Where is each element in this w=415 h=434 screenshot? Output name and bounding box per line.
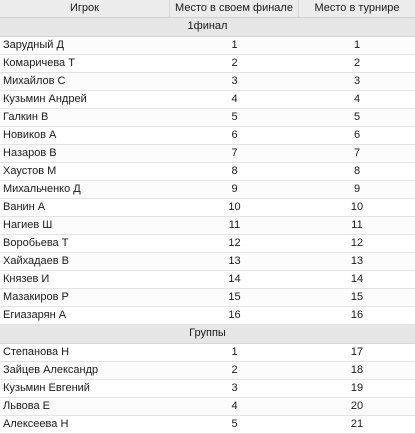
final-place-cell: 5 xyxy=(231,111,238,123)
player-name-cell: Кузьмин Андрей xyxy=(3,93,87,105)
final-place-cell: 2 xyxy=(231,364,238,376)
final-place-cell: 13 xyxy=(228,255,241,267)
final-place-cell: 3 xyxy=(231,382,238,394)
final-place-cell: 3 xyxy=(231,75,238,87)
tournament-place-cell: 18 xyxy=(350,364,364,376)
group-header[interactable]: 1финал xyxy=(0,18,415,37)
final-place-cell: 1 xyxy=(231,39,238,51)
final-place-cell: 4 xyxy=(231,93,238,105)
final-place-cell: 10 xyxy=(228,201,241,213)
final-place-cell: 9 xyxy=(231,183,238,195)
tournament-place-cell: 16 xyxy=(350,309,364,321)
player-name-cell: Князев И xyxy=(3,273,50,285)
table-row[interactable] xyxy=(0,217,415,235)
final-place-cell: 6 xyxy=(231,129,238,141)
tournament-place-cell: 4 xyxy=(353,93,361,105)
tournament-place-cell: 1 xyxy=(353,39,361,51)
player-name-cell: Галкин В xyxy=(3,111,49,123)
final-place-cell: 1 xyxy=(231,346,238,358)
tournament-place-cell: 17 xyxy=(350,346,364,358)
final-place-cell: 14 xyxy=(228,273,241,285)
player-name-cell: Егиазарян А xyxy=(3,309,67,321)
table-row[interactable] xyxy=(0,163,415,181)
player-name-cell: Зарудный Д xyxy=(3,39,64,51)
group-header[interactable]: Группы xyxy=(0,325,415,344)
table-row[interactable] xyxy=(0,55,415,73)
table-row[interactable] xyxy=(0,181,415,199)
final-place-cell: 11 xyxy=(228,219,241,231)
player-name-cell: Нагиев Ш xyxy=(3,219,53,231)
table-row[interactable] xyxy=(0,235,415,253)
table-row[interactable] xyxy=(0,37,415,55)
tournament-place-cell: 10 xyxy=(350,201,364,213)
table-row[interactable] xyxy=(0,253,415,271)
player-name-cell: Зайцев Александр xyxy=(3,364,99,376)
table-row[interactable] xyxy=(0,344,415,362)
column-header-final-place[interactable]: Место в своем финале xyxy=(170,0,299,17)
final-place-cell: 12 xyxy=(228,237,241,249)
tournament-place-cell: 20 xyxy=(350,400,364,412)
tournament-place-cell: 5 xyxy=(353,111,361,123)
table-row[interactable] xyxy=(0,271,415,289)
tournament-place-cell: 15 xyxy=(350,291,364,303)
player-name-cell: Мазакиров Р xyxy=(3,291,69,303)
player-name-cell: Алексеева Н xyxy=(3,418,69,430)
player-name-cell: Степанова Н xyxy=(3,346,70,358)
player-name-cell: Хайхадаев В xyxy=(3,255,69,267)
table-row[interactable] xyxy=(0,91,415,109)
final-place-cell: 15 xyxy=(228,291,241,303)
tournament-place-cell: 21 xyxy=(350,418,364,430)
final-place-cell: 2 xyxy=(231,57,238,69)
table-row[interactable] xyxy=(0,109,415,127)
final-place-cell: 16 xyxy=(228,309,241,321)
tournament-place-cell: 3 xyxy=(353,75,361,87)
tournament-place-cell: 12 xyxy=(350,237,364,249)
table-row[interactable] xyxy=(0,289,415,307)
player-name-cell: Львова Е xyxy=(3,400,51,412)
final-place-cell: 5 xyxy=(231,418,238,430)
player-name-cell: Михайлов С xyxy=(3,75,66,87)
final-place-cell: 4 xyxy=(231,400,238,412)
player-name-cell: Воробьева Т xyxy=(3,237,69,249)
table-row[interactable] xyxy=(0,199,415,217)
tournament-place-cell: 7 xyxy=(353,147,361,159)
tournament-place-cell: 14 xyxy=(350,273,364,285)
final-place-cell: 7 xyxy=(231,147,238,159)
table-row[interactable] xyxy=(0,416,415,434)
tournament-place-cell: 19 xyxy=(350,382,364,394)
player-name-cell: Ванин А xyxy=(3,201,46,213)
column-header-player[interactable]: Игрок xyxy=(0,0,170,17)
table-row[interactable] xyxy=(0,73,415,91)
tournament-place-cell: 8 xyxy=(353,165,361,177)
tournament-place-cell: 9 xyxy=(353,183,361,195)
table-body xyxy=(0,18,415,434)
tournament-place-cell: 6 xyxy=(353,129,361,141)
player-name-cell: Михальченко Д xyxy=(3,183,81,195)
player-name-cell: Кузьмин Евгений xyxy=(3,382,90,394)
table-row[interactable] xyxy=(0,307,415,325)
player-name-cell: Хаустов М xyxy=(3,165,57,177)
table-row[interactable] xyxy=(0,127,415,145)
table-row[interactable] xyxy=(0,380,415,398)
table-header xyxy=(0,0,415,18)
column-header-tournament-place[interactable]: Место в турнире xyxy=(314,2,400,14)
player-name-cell: Новиков А xyxy=(3,129,57,141)
tournament-place-cell: 2 xyxy=(353,57,361,69)
tournament-place-cell: 13 xyxy=(350,255,364,267)
final-place-cell: 8 xyxy=(231,165,238,177)
table-row[interactable] xyxy=(0,398,415,416)
table-row[interactable] xyxy=(0,362,415,380)
table-row[interactable] xyxy=(0,145,415,163)
tournament-place-cell: 11 xyxy=(351,219,363,231)
player-name-cell: Комаричева Т xyxy=(3,57,75,69)
player-name-cell: Назаров В xyxy=(3,147,57,159)
